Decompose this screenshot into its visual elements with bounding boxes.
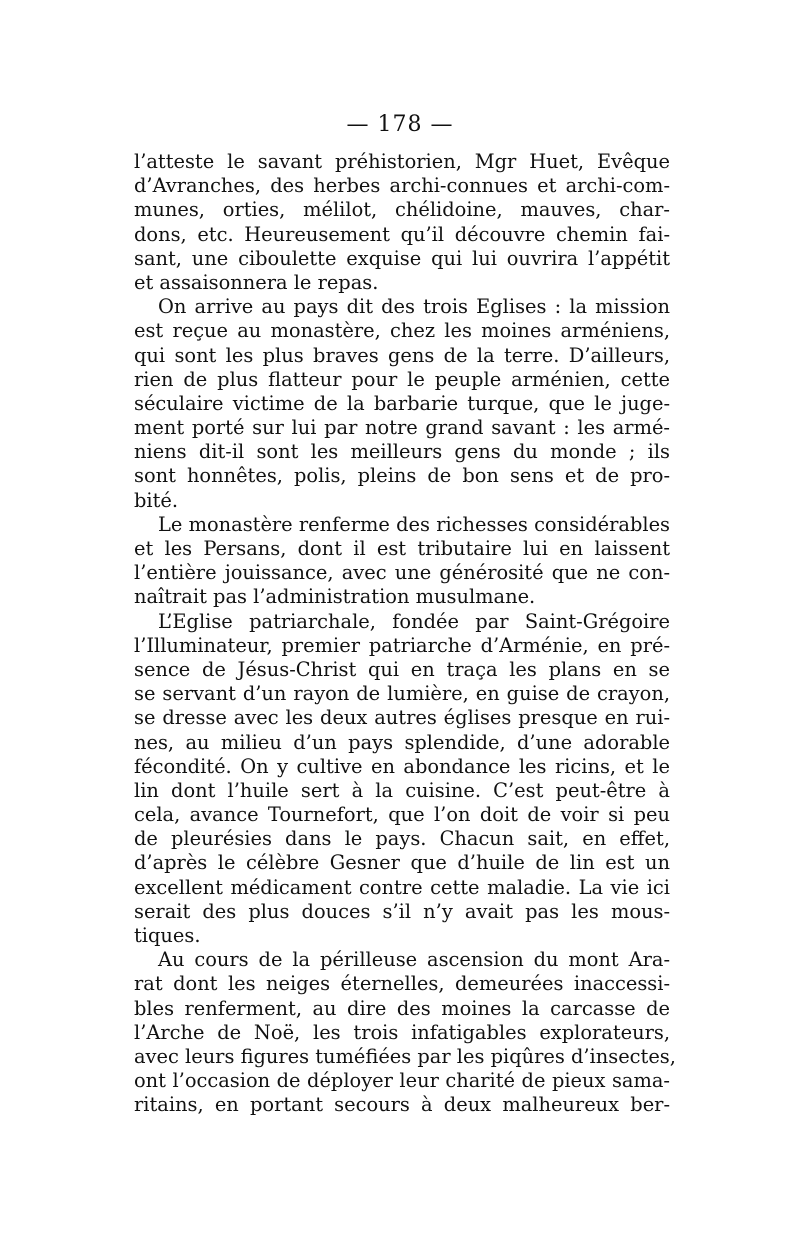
text-line: Le monastère renferme des richesses considérables [158, 512, 670, 536]
text-line: nes, au milieu d’un pays splendide, d’une adorable [134, 730, 670, 754]
text-line: naîtrait pas l’administration musulmane. [134, 585, 536, 609]
text-line: bité. [134, 488, 179, 512]
text-line: se dresse avec les deux autres églises presque en rui- [134, 706, 670, 730]
text-line: L’Eglise patriarchale, fondée par Saint-Grégoire [158, 609, 670, 633]
text-line: ment porté sur lui par notre grand savant : les armé- [134, 416, 670, 440]
text-line: et les Persans, dont il est tributaire lui en laissent [134, 537, 670, 560]
text-line: niens dit-il sont les meilleurs gens du monde ; ils [134, 440, 670, 464]
text-line: et assaisonnera le repas. [134, 270, 379, 294]
text-line: cela, avance Tournefort, que l’on doit de voir si peu [134, 803, 670, 827]
text-line: ritains, en portant secours à deux malheureux ber- [134, 1093, 670, 1117]
text-line: séculaire victime de la barbarie turque, que le juge- [134, 391, 670, 415]
page-number: — 178 — [346, 112, 454, 137]
text-line: serait des plus douces s’il n’y avait pas les mous- [134, 899, 670, 923]
text-line: rien de plus flatteur pour le peuple arménien, cette [134, 367, 670, 391]
text-line: tiques. [134, 924, 201, 947]
text-line: d’Avranches, des herbes archi-connues et archi-com- [134, 174, 670, 198]
text-line: sence de Jésus-Christ qui en traça les plans en se [134, 657, 670, 681]
body-text [134, 150, 676, 1118]
text-line: l’Illuminateur, premier patriarche d’Arménie, en pré- [134, 633, 670, 657]
text-line: On arrive au pays dit des trois Eglises : la mission [158, 295, 670, 319]
text-line: rat dont les neiges éternelles, demeurées inaccessi- [134, 972, 670, 996]
text-line: sant, une ciboulette exquise qui lui ouvrira l’appétit [134, 246, 670, 270]
text-line: l’atteste le savant préhistorien, Mgr Huet, Evêque [134, 150, 670, 173]
text-line: avec leurs figures tuméfiées par les piqûres d’insectes, [134, 1044, 676, 1068]
text-line: Au cours de la périlleuse ascension du mont Ara- [158, 948, 670, 972]
text-line: l’Arche de Noë, les trois infatigables explorateurs, [134, 1020, 670, 1044]
text-line: excellent médicament contre cette maladie. La vie ici [134, 875, 670, 899]
text-line: se servant d’un rayon de lumière, en guise de crayon, [134, 682, 670, 706]
text-line: lin dont l’huile sert à la cuisine. C’est peut-être à [134, 778, 670, 802]
text-line: qui sont les plus braves gens de la terre. D’ailleurs, [134, 343, 670, 367]
text-line: sont honnêtes, polis, pleins de bon sens et de pro- [134, 464, 670, 488]
text-line: munes, orties, mélilot, chélidoine, mauves, char- [134, 198, 670, 222]
text-line: l’entière jouissance, avec une générosité que ne con- [134, 561, 670, 585]
text-line: fécondité. On y cultive en abondance les ricins, et le [134, 754, 670, 778]
text-line: ont l’occasion de déployer leur charité de pieux sama- [134, 1069, 670, 1093]
text-line: d’après le célèbre Gesner que d’huile de lin est un [134, 851, 670, 875]
text-line: est reçue au monastère, chez les moines arméniens, [134, 319, 670, 343]
text-line: bles renferment, au dire des moines la carcasse de [134, 996, 670, 1020]
text-line: de pleurésies dans le pays. Chacun sait, en effet, [134, 827, 670, 851]
text-line: dons, etc. Heureusement qu’il découvre chemin fai- [134, 222, 670, 246]
